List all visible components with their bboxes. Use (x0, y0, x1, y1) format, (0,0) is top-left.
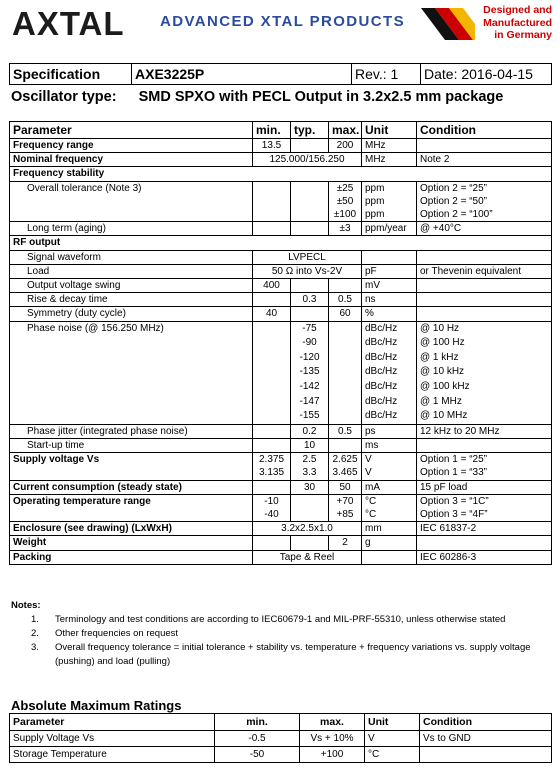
max-value: Vs + 10% (300, 731, 365, 747)
note-text: (pushing) and load (pulling) (55, 656, 171, 667)
condition-value (417, 279, 552, 293)
min-value (253, 181, 291, 222)
condition-value (417, 250, 552, 264)
table-row (10, 250, 552, 264)
min-value (253, 494, 291, 521)
param-overall-tolerance: Overall tolerance (Note 3) (10, 181, 253, 222)
param-symmetry: Symmetry (duty cycle) (10, 307, 253, 321)
condition-value (417, 307, 552, 321)
param-phase-noise: Phase noise (@ 156.250 MHz) (10, 321, 253, 424)
condition-value (417, 139, 552, 153)
col-typ: typ. (291, 122, 329, 139)
condition-value: or Thevenin equivalent (417, 264, 552, 278)
table-row (10, 522, 552, 536)
table-row (10, 236, 552, 250)
min-value (253, 439, 291, 453)
param-current-consumption: Current consumption (steady state) (10, 480, 253, 494)
min-value (253, 424, 291, 438)
min-line: 3.135 (258, 467, 285, 479)
typ-value (291, 494, 329, 521)
table-row (10, 139, 552, 153)
page-header (0, 0, 560, 55)
max-value: 0.5 (329, 293, 362, 307)
designed-line-3: in Germany (494, 29, 552, 41)
param-supply-voltage: Supply voltage Vs (10, 453, 253, 480)
max-value (329, 279, 362, 293)
unit-line: dBc/Hz (365, 410, 398, 422)
unit-value: ppm/year (362, 222, 417, 236)
condition-line: @ 1 MHz (420, 395, 462, 407)
phase-noise-value: -120 (299, 351, 320, 363)
max-value (329, 321, 362, 424)
condition-line: Option 1 = “25” (420, 454, 487, 466)
unit-line: dBc/Hz (365, 381, 398, 393)
max-value (329, 494, 362, 521)
table-row (10, 321, 552, 424)
condition-value (417, 494, 552, 521)
designed-line-2: Manufactured (483, 16, 552, 29)
typ-value (291, 139, 329, 153)
section-rf-output: RF output (10, 236, 552, 250)
param-long-term-aging: Long term (aging) (10, 222, 253, 236)
spec-date: Date: 2016-04-15 (421, 64, 552, 85)
typ-value (291, 321, 329, 424)
min-value: 40 (253, 307, 291, 321)
min-value (253, 453, 291, 480)
col-max: max. (329, 122, 362, 139)
param-enclosure: Enclosure (see drawing) (LxWxH) (10, 522, 253, 536)
table-row (10, 494, 552, 521)
param-operating-temperature: Operating temperature range (10, 494, 253, 521)
min-value (253, 536, 291, 550)
max-value: 60 (329, 307, 362, 321)
condition-line: @ 100 Hz (420, 337, 465, 349)
unit-value: g (362, 536, 417, 550)
unit-value: mV (362, 279, 417, 293)
unit-value: pF (362, 264, 417, 278)
spec-table (9, 121, 552, 565)
param-phase-jitter: Phase jitter (integrated phase noise) (10, 424, 253, 438)
oscillator-type (11, 89, 503, 105)
condition-value: Vs to GND (420, 731, 552, 747)
unit-line: dBc/Hz (365, 322, 398, 334)
typ-value (291, 453, 329, 480)
typ-value: LVPECL (253, 250, 362, 264)
table-row (10, 167, 552, 181)
max-value: +100 (300, 747, 365, 763)
min-line: -40 (264, 509, 279, 521)
max-line: 3.465 (332, 467, 358, 479)
condition-line: @ 10 MHz (420, 410, 468, 422)
min-line: 2.375 (258, 454, 285, 466)
min-value (253, 321, 291, 424)
condition-line: Option 3 = “4F” (420, 509, 488, 521)
axtal-logo: AXTAL (12, 5, 125, 42)
phase-noise-value: -147 (299, 395, 320, 407)
table-row (10, 731, 552, 747)
table-row (10, 264, 552, 278)
condition-value: 12 kHz to 20 MHz (417, 424, 552, 438)
note-item: 1. Terminology and test conditions are according to IEC60679-1 and MIL-PRF-55310, unless otherwise stated (31, 614, 506, 625)
typ-value (291, 181, 329, 222)
typ-value (291, 536, 329, 550)
revision: Rev.: 1 (352, 64, 421, 85)
unit-value (362, 494, 417, 521)
param-nominal-frequency: Nominal frequency (10, 153, 253, 167)
phase-noise-value: -90 (302, 337, 317, 349)
max-value: 0.5 (329, 424, 362, 438)
param-weight: Weight (10, 536, 253, 550)
min-value: 400 (253, 279, 291, 293)
spec-header-table (9, 63, 552, 85)
param-frequency-range: Frequency range (10, 139, 253, 153)
min-value: -0.5 (215, 731, 300, 747)
note-item-continued (11, 655, 531, 669)
max-value (329, 181, 362, 222)
typ-line: 3.3 (302, 467, 317, 479)
max-line: ±100 (333, 209, 357, 221)
max-value: 200 (329, 139, 362, 153)
condition-value (417, 453, 552, 480)
table-header-row (10, 714, 552, 731)
max-line: +70 (336, 495, 354, 507)
absolute-max-ratings-table (9, 713, 552, 763)
typ-value: 0.3 (291, 293, 329, 307)
col-condition: Condition (420, 714, 552, 731)
condition-line: @ 100 kHz (420, 381, 470, 393)
condition-line: @ 10 kHz (420, 366, 465, 378)
col-min: min. (253, 122, 291, 139)
unit-line: dBc/Hz (365, 351, 398, 363)
condition-line: @ 10 Hz (420, 322, 460, 334)
phase-noise-value: -155 (299, 410, 320, 422)
unit-line: dBc/Hz (365, 337, 398, 349)
condition-value (417, 321, 552, 424)
max-value (329, 453, 362, 480)
condition-line: @ 1 kHz (420, 351, 459, 363)
col-parameter: Parameter (10, 122, 253, 139)
unit-value: ms (362, 439, 417, 453)
unit-value: ps (362, 424, 417, 438)
unit-value (362, 250, 417, 264)
note-item: 3. Overall frequency tolerance = initial tolerance + stability vs. temperature + frequency variations vs. supply voltage (31, 642, 531, 653)
unit-value: mA (362, 480, 417, 494)
unit-value: mm (362, 522, 417, 536)
condition-value (420, 747, 552, 763)
oscillator-type-label: Oscillator type: (11, 89, 117, 105)
unit-value: MHz (362, 153, 417, 167)
table-row (10, 550, 552, 564)
max-line: 2.625 (332, 454, 358, 466)
typ-line: 2.5 (302, 454, 317, 466)
notes (11, 599, 531, 669)
table-row (10, 153, 552, 167)
col-unit: Unit (365, 714, 420, 731)
unit-line: °C (365, 495, 377, 507)
table-row (10, 439, 552, 453)
param-supply-voltage: Supply Voltage Vs (10, 731, 215, 747)
condition-value: 15 pF load (417, 480, 552, 494)
unit-line: V (365, 467, 372, 479)
spec-label: Specification (10, 64, 132, 85)
table-row (10, 536, 552, 550)
unit-value: V (365, 731, 420, 747)
condition-value: Note 2 (417, 153, 552, 167)
max-line: +85 (336, 509, 354, 521)
table-row (10, 453, 552, 480)
condition-value (417, 181, 552, 222)
typ-value: 50 Ω into Vs-2V (253, 264, 362, 278)
unit-value: MHz (362, 139, 417, 153)
condition-line: Option 2 = “25” (420, 182, 487, 194)
min-value (253, 480, 291, 494)
unit-value: % (362, 307, 417, 321)
param-load: Load (10, 264, 253, 278)
part-number: AXE3225P (132, 64, 352, 85)
unit-line: ppm (365, 209, 385, 221)
table-header-row (10, 122, 552, 139)
designed-line-1: Designed and (483, 4, 552, 16)
typ-value (291, 307, 329, 321)
col-max: max. (300, 714, 365, 731)
unit-value: ns (362, 293, 417, 307)
oscillator-type-value: SMD SPXO with PECL Output in 3.2x2.5 mm package (138, 89, 504, 105)
col-min: min. (215, 714, 300, 731)
max-value (329, 439, 362, 453)
param-output-voltage-swing: Output voltage swing (10, 279, 253, 293)
phase-noise-value: -75 (302, 322, 317, 334)
note-text: Other frequencies on request (55, 628, 179, 639)
note-text: Overall frequency tolerance = initial tolerance + stability vs. temperature + frequency variations vs. supply voltage (55, 642, 531, 653)
typ-value: 3.2x2.5x1.0 (253, 522, 362, 536)
absolute-max-ratings-title: Absolute Maximum Ratings (11, 698, 182, 713)
min-value: -50 (215, 747, 300, 763)
max-line: ±50 (336, 195, 354, 207)
col-unit: Unit (362, 122, 417, 139)
condition-value: IEC 61837-2 (417, 522, 552, 536)
max-value: 2 (329, 536, 362, 550)
param-rise-decay-time: Rise & decay time (10, 293, 253, 307)
condition-value: @ +40°C (417, 222, 552, 236)
condition-line: Option 1 = “33” (420, 467, 487, 479)
unit-line: dBc/Hz (365, 366, 398, 378)
note-item: 2. Other frequencies on request (31, 628, 179, 639)
table-row (10, 181, 552, 222)
unit-value (362, 321, 417, 424)
table-row (10, 279, 552, 293)
unit-line: dBc/Hz (365, 395, 398, 407)
param-signal-waveform: Signal waveform (10, 250, 253, 264)
condition-line: Option 2 = “100” (420, 209, 493, 221)
section-frequency-stability: Frequency stability (10, 167, 552, 181)
col-parameter: Parameter (10, 714, 215, 731)
max-value: 50 (329, 480, 362, 494)
min-value (253, 222, 291, 236)
param-start-up-time: Start-up time (10, 439, 253, 453)
unit-line: ppm (365, 182, 385, 194)
table-row (10, 747, 552, 763)
note-text: Terminology and test conditions are according to IEC60679-1 and MIL-PRF-55310, unless otherwise stated (55, 614, 506, 625)
min-value: 13.5 (253, 139, 291, 153)
unit-line: °C (365, 509, 377, 521)
table-row (10, 222, 552, 236)
typ-value: 10 (291, 439, 329, 453)
designed-in-germany (474, 4, 552, 42)
param-packing: Packing (10, 550, 253, 564)
max-line: ±25 (336, 182, 354, 194)
typ-value (291, 222, 329, 236)
table-row (10, 424, 552, 438)
company-name: ADVANCED XTAL PRODUCTS (160, 13, 405, 30)
german-flag-stripes-icon (421, 8, 475, 40)
typ-value: 0.2 (291, 424, 329, 438)
condition-line: Option 3 = “1C” (420, 495, 489, 507)
min-line: -10 (264, 495, 279, 507)
unit-value (362, 550, 417, 564)
table-row (10, 480, 552, 494)
notes-title: Notes: (11, 600, 41, 611)
table-row (10, 293, 552, 307)
condition-value (417, 293, 552, 307)
unit-line: V (365, 454, 372, 466)
condition-value (417, 439, 552, 453)
typ-value: Tape & Reel (253, 550, 362, 564)
phase-noise-value: -142 (299, 381, 320, 393)
condition-line: Option 2 = “50” (420, 195, 487, 207)
unit-line: ppm (365, 195, 385, 207)
max-value: ±3 (329, 222, 362, 236)
condition-value (417, 536, 552, 550)
unit-value: °C (365, 747, 420, 763)
col-condition: Condition (417, 122, 552, 139)
typ-value: 30 (291, 480, 329, 494)
min-value (253, 293, 291, 307)
condition-value: IEC 60286-3 (417, 550, 552, 564)
unit-value (362, 453, 417, 480)
typ-value: 125.000/156.250 (253, 153, 362, 167)
table-row (10, 307, 552, 321)
param-storage-temperature: Storage Temperature (10, 747, 215, 763)
phase-noise-value: -135 (299, 366, 320, 378)
typ-value (291, 279, 329, 293)
unit-value (362, 181, 417, 222)
